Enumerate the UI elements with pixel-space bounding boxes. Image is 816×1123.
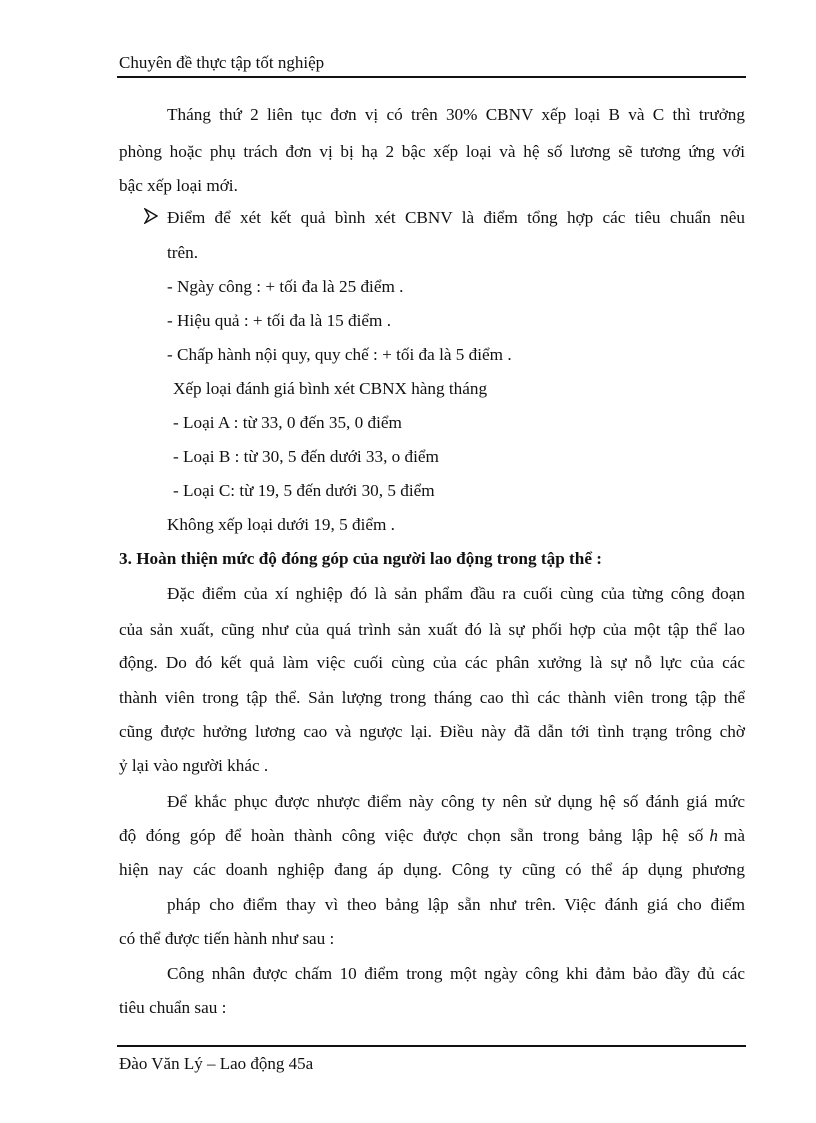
bullet-line-1: Điểm để xét kết quả bình xét CBNV là điểm tổng hợp các tiêu chuẩn nêu — [167, 208, 745, 227]
para3-line-2-text: độ đóng góp để hoàn thành công việc được chọn sẵn trong bảng lập hệ số — [119, 826, 704, 845]
arrow-bullet-icon — [144, 208, 158, 224]
para3-line-3: hiện nay các doanh nghiệp đang áp dụng. Công ty cũng có thể áp dụng phương — [119, 860, 745, 879]
para2-line-2: của sản xuất, cũng như của quá trình sản xuất đó là sự phối hợp của một tập thể lao — [119, 620, 745, 639]
rank-item: - Loại C: từ 19, 5 đến dưới 30, 5 điểm — [173, 481, 435, 500]
ranking-title: Xếp loại đánh giá bình xét CBNX hàng tháng — [173, 379, 488, 398]
running-footer: Đào Văn Lý – Lao động 45a — [119, 1054, 314, 1073]
para1-line-2: phòng hoặc phụ trách đơn vị bị hạ 2 bậc xếp loại và hệ số lương sẽ tương ứng với — [119, 142, 745, 161]
coefficient-symbol: h — [709, 826, 718, 845]
para2-line-3: động. Do đó kết quả làm việc cuối cùng của các phân xưởng là sự nỗ lực của các — [119, 653, 745, 672]
para3-line-4: pháp cho điểm thay vì theo bảng lập sẵn như trên. Việc đánh giá cho điểm — [167, 895, 745, 914]
para2-line-6: ỷ lại vào người khác . — [119, 756, 269, 775]
para3-line-2-end: mà — [724, 826, 745, 845]
rank-item: - Loại B : từ 30, 5 đến dưới 33, o điểm — [173, 447, 439, 466]
para2-line-4: thành viên trong tập thể. Sản lượng trong tháng cao thì các thành viên trong tập thể — [119, 688, 745, 707]
criteria-item: - Hiệu quả : + tối đa là 15 điểm . — [167, 311, 392, 330]
section-heading: 3. Hoàn thiện mức độ đóng góp của người lao động trong tập thể : — [119, 549, 602, 568]
bullet-line-2: trên. — [167, 243, 199, 262]
rank-item: - Loại A : từ 33, 0 đến 35, 0 điểm — [173, 413, 402, 432]
no-rank-note: Không xếp loại dưới 19, 5 điểm . — [167, 515, 395, 534]
para4-line-1: Công nhân được chấm 10 điểm trong một ngày công khi đảm bảo đầy đủ các — [167, 964, 745, 983]
para1-line-3: bậc xếp loại mới. — [119, 176, 238, 195]
para2-line-1: Đặc điểm của xí nghiệp đó là sản phẩm đầu ra cuối cùng của từng công đoạn — [167, 584, 745, 603]
para2-line-5: cũng được hưởng lương cao và ngược lại. Điều này đã dẫn tới tình trạng trông chờ — [119, 722, 745, 741]
para3-line-1: Để khắc phục được nhược điểm này công ty nên sử dụng hệ số đánh giá mức — [167, 792, 745, 811]
criteria-item: - Chấp hành nội quy, quy chế : + tối đa là 5 điểm . — [167, 345, 512, 364]
criteria-item: - Ngày công : + tối đa là 25 điểm . — [167, 277, 404, 296]
para4-line-2: tiêu chuẩn sau : — [119, 998, 227, 1017]
header-rule — [117, 76, 746, 78]
para3-line-5: có thể được tiến hành như sau : — [119, 929, 335, 948]
para1-line-1: Tháng thứ 2 liên tục đơn vị có trên 30% CBNV xếp loại B và C thì trưởng — [167, 105, 745, 124]
running-header: Chuyên đề thực tập tốt nghiệp — [119, 53, 325, 72]
footer-rule — [117, 1045, 746, 1047]
para3-line-2 — [119, 825, 745, 847]
